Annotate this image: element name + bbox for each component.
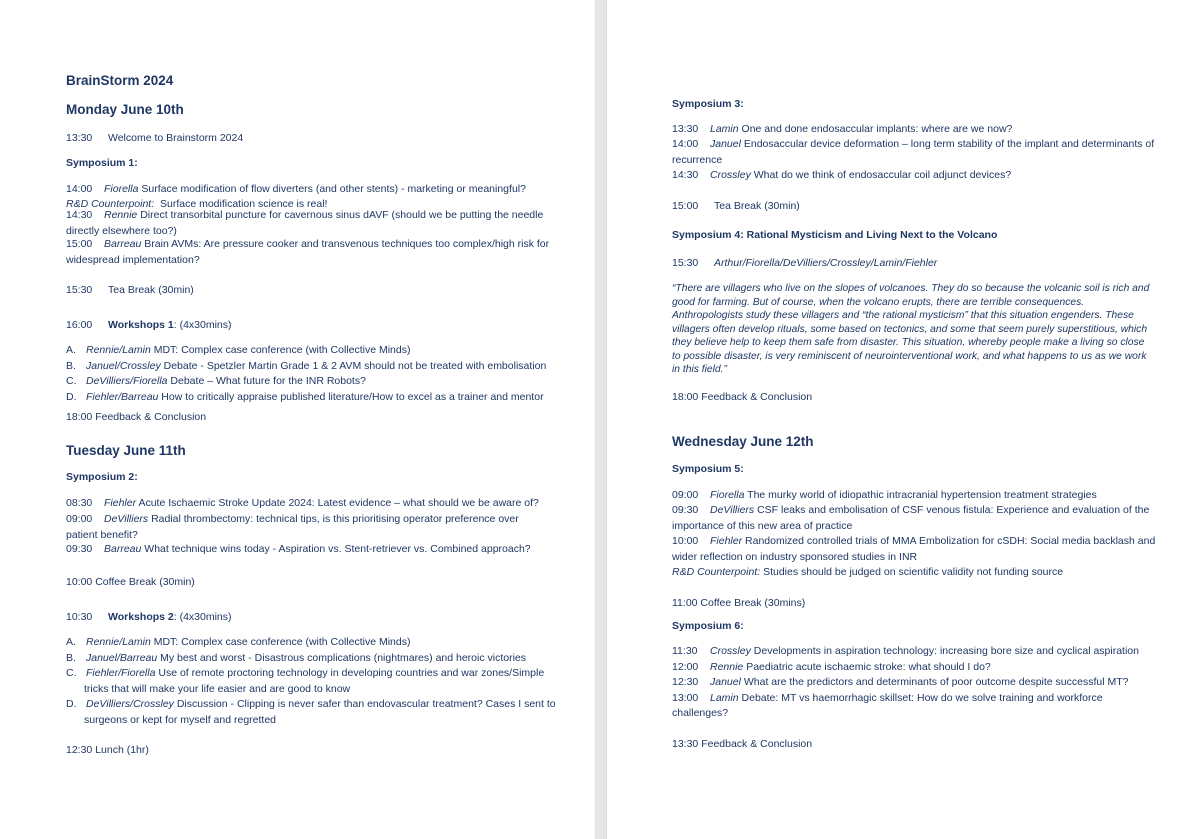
symposium-4-heading: Symposium 4: Rational Mysticism and Living Next to the Volcano (672, 229, 998, 241)
volcano-quote: “There are villagers who live on the slopes of volcanoes. They do so because the volcanic soil is rich and good for farming. But of course, when the volcano erupts, there are terrible consequences. Anthropologists study these villagers and “the rational mysticism” that this situation engenders. These villagers often develop rituals, some based on tectonics, and some that seem purely superstitious, which they believe help to keep them safe from disaster. This situation, whereby people make a living so close to possible disaster, is very reminiscent of neurointerventional work, and what happens to us as we work in this field.” (672, 283, 1150, 375)
session-line: 09:30 DeVilliers CSF leaks and embolisation of CSF venous fistula: Experience and evaluation of the importance of this new area of practice (672, 504, 1150, 532)
welcome-line: 13:30 Welcome to Brainstorm 2024 (66, 132, 244, 144)
document-title: BrainStorm 2024 (66, 73, 174, 88)
session-line: 13:30 Lamin One and done endosaccular implants: where are we now? (672, 123, 1013, 135)
workshops-1-line: 16:00 Workshops 1: (4x30mins) (66, 319, 232, 331)
session-line: 14:00 Fiorella Surface modification of flow diverters (and other stents) - marketing or meaningful? (66, 183, 526, 195)
counterpoint-line: R&D Counterpoint: Studies should be judged on scientific validity not funding source (672, 566, 1064, 578)
session-line: 09:00 DeVilliers Radial thrombectomy: technical tips, is this prioritising operator preference over patient benefit? (66, 513, 519, 541)
session-line: 14:30 Crossley What do we think of endosaccular coil adjunct devices? (672, 169, 1012, 181)
session-line: 08:30 Fiehler Acute Ischaemic Stroke Update 2024: Latest evidence – what should we be aware of? (66, 497, 539, 509)
day-heading-monday: Monday June 10th (66, 102, 184, 117)
document-page-left (0, 0, 595, 839)
day-heading-wednesday: Wednesday June 12th (672, 434, 814, 449)
feedback-line: 13:30 Feedback & Conclusion (672, 738, 813, 750)
symposium-5-heading: Symposium 5: (672, 463, 744, 475)
lunch-line: 12:30 Lunch (1hr) (66, 744, 149, 756)
session-line: 11:30 Crossley Developments in aspiration technology: increasing bore size and cyclical aspiration 12:00 Rennie Paediatric acute ischaemic stroke: what should I do? 12:30 Januel What are the predictors and determinants of poor outcome despite successful MT? 13:00 Lamin Debate: MT vs haemorrhagic skillset: How do we solve training and workforce challenges? (672, 645, 1139, 719)
workshop-item: A. Rennie/Lamin MDT: Complex case conference (with Collective Minds) B. Januel/Crossley Debate - Spetzler Martin Grade 1 & 2 AVM should not be treated with embolisation C. DeVilliers/Fiorella Debate – What future for the INR Robots? D. Fiehler/Barreau How to critically appraise published literature/How to excel as a trainer and mentor (66, 344, 547, 403)
symposium-1-heading: Symposium 1: (66, 157, 138, 169)
session-line: 09:30 Barreau What technique wins today - Aspiration vs. Stent-retriever vs. Combined approach? (66, 543, 531, 555)
feedback-line: 18:00 Feedback & Conclusion (672, 391, 813, 403)
feedback-line: 18:00 Feedback & Conclusion (66, 411, 207, 423)
workshops-2-line: 10:30 Workshops 2: (4x30mins) (66, 611, 232, 623)
session-line: 14:00 Januel Endosaccular device deformation – long term stability of the implant and determinants of recurrence (672, 138, 1155, 166)
session-line: 09:00 Fiorella The murky world of idiopathic intracranial hypertension treatment strategies (672, 489, 1097, 501)
document-page-right (607, 0, 1200, 839)
symposium-2-heading: Symposium 2: (66, 471, 138, 483)
session-line: 10:00 Fiehler Randomized controlled trials of MMA Embolization for cSDH: Social media backlash and wider reflection on industry sponsored studies in INR (672, 535, 1156, 563)
tea-break-line: 15:30 Tea Break (30min) (66, 284, 194, 296)
counterpoint-line: R&D Counterpoint: Surface modification science is real! (66, 198, 328, 210)
session-line: 15:00 Barreau Brain AVMs: Are pressure cooker and transvenous techniques too complex/high risk for widespread implementation? (66, 238, 550, 266)
day-heading-tuesday: Tuesday June 11th (66, 443, 186, 458)
workshop-item: A. Rennie/Lamin MDT: Complex case conference (with Collective Minds) B. Januel/Barreau My best and worst - Disastrous complications (nightmares) and heroic victories C. Fiehler/Fiorella Use of remote proctoring technology in developing countries and war zones/Simple tricks that will make your life easier and are good to know D. DeVilliers/Crossley Discussion - Clipping is never safer than endovascular treatment? Cases I sent to surgeons or kept for myself and regretted (66, 636, 556, 726)
symposium-6-heading: Symposium 6: (672, 620, 744, 632)
coffee-break-line: 10:00 Coffee Break (30min) (66, 576, 195, 588)
session-line: 14:30 Rennie Direct transorbital puncture for cavernous sinus dAVF (should we be putting the needle directly elsewhere too?) (66, 209, 544, 237)
symposium-3-heading: Symposium 3: (672, 98, 744, 110)
coffee-break-line: 11:00 Coffee Break (30mins) (672, 597, 806, 609)
tea-break-line: 15:00 Tea Break (30min) (672, 200, 800, 212)
session-line: 15:30 Arthur/Fiorella/DeVilliers/Crossley/Lamin/Fiehler (672, 257, 938, 269)
